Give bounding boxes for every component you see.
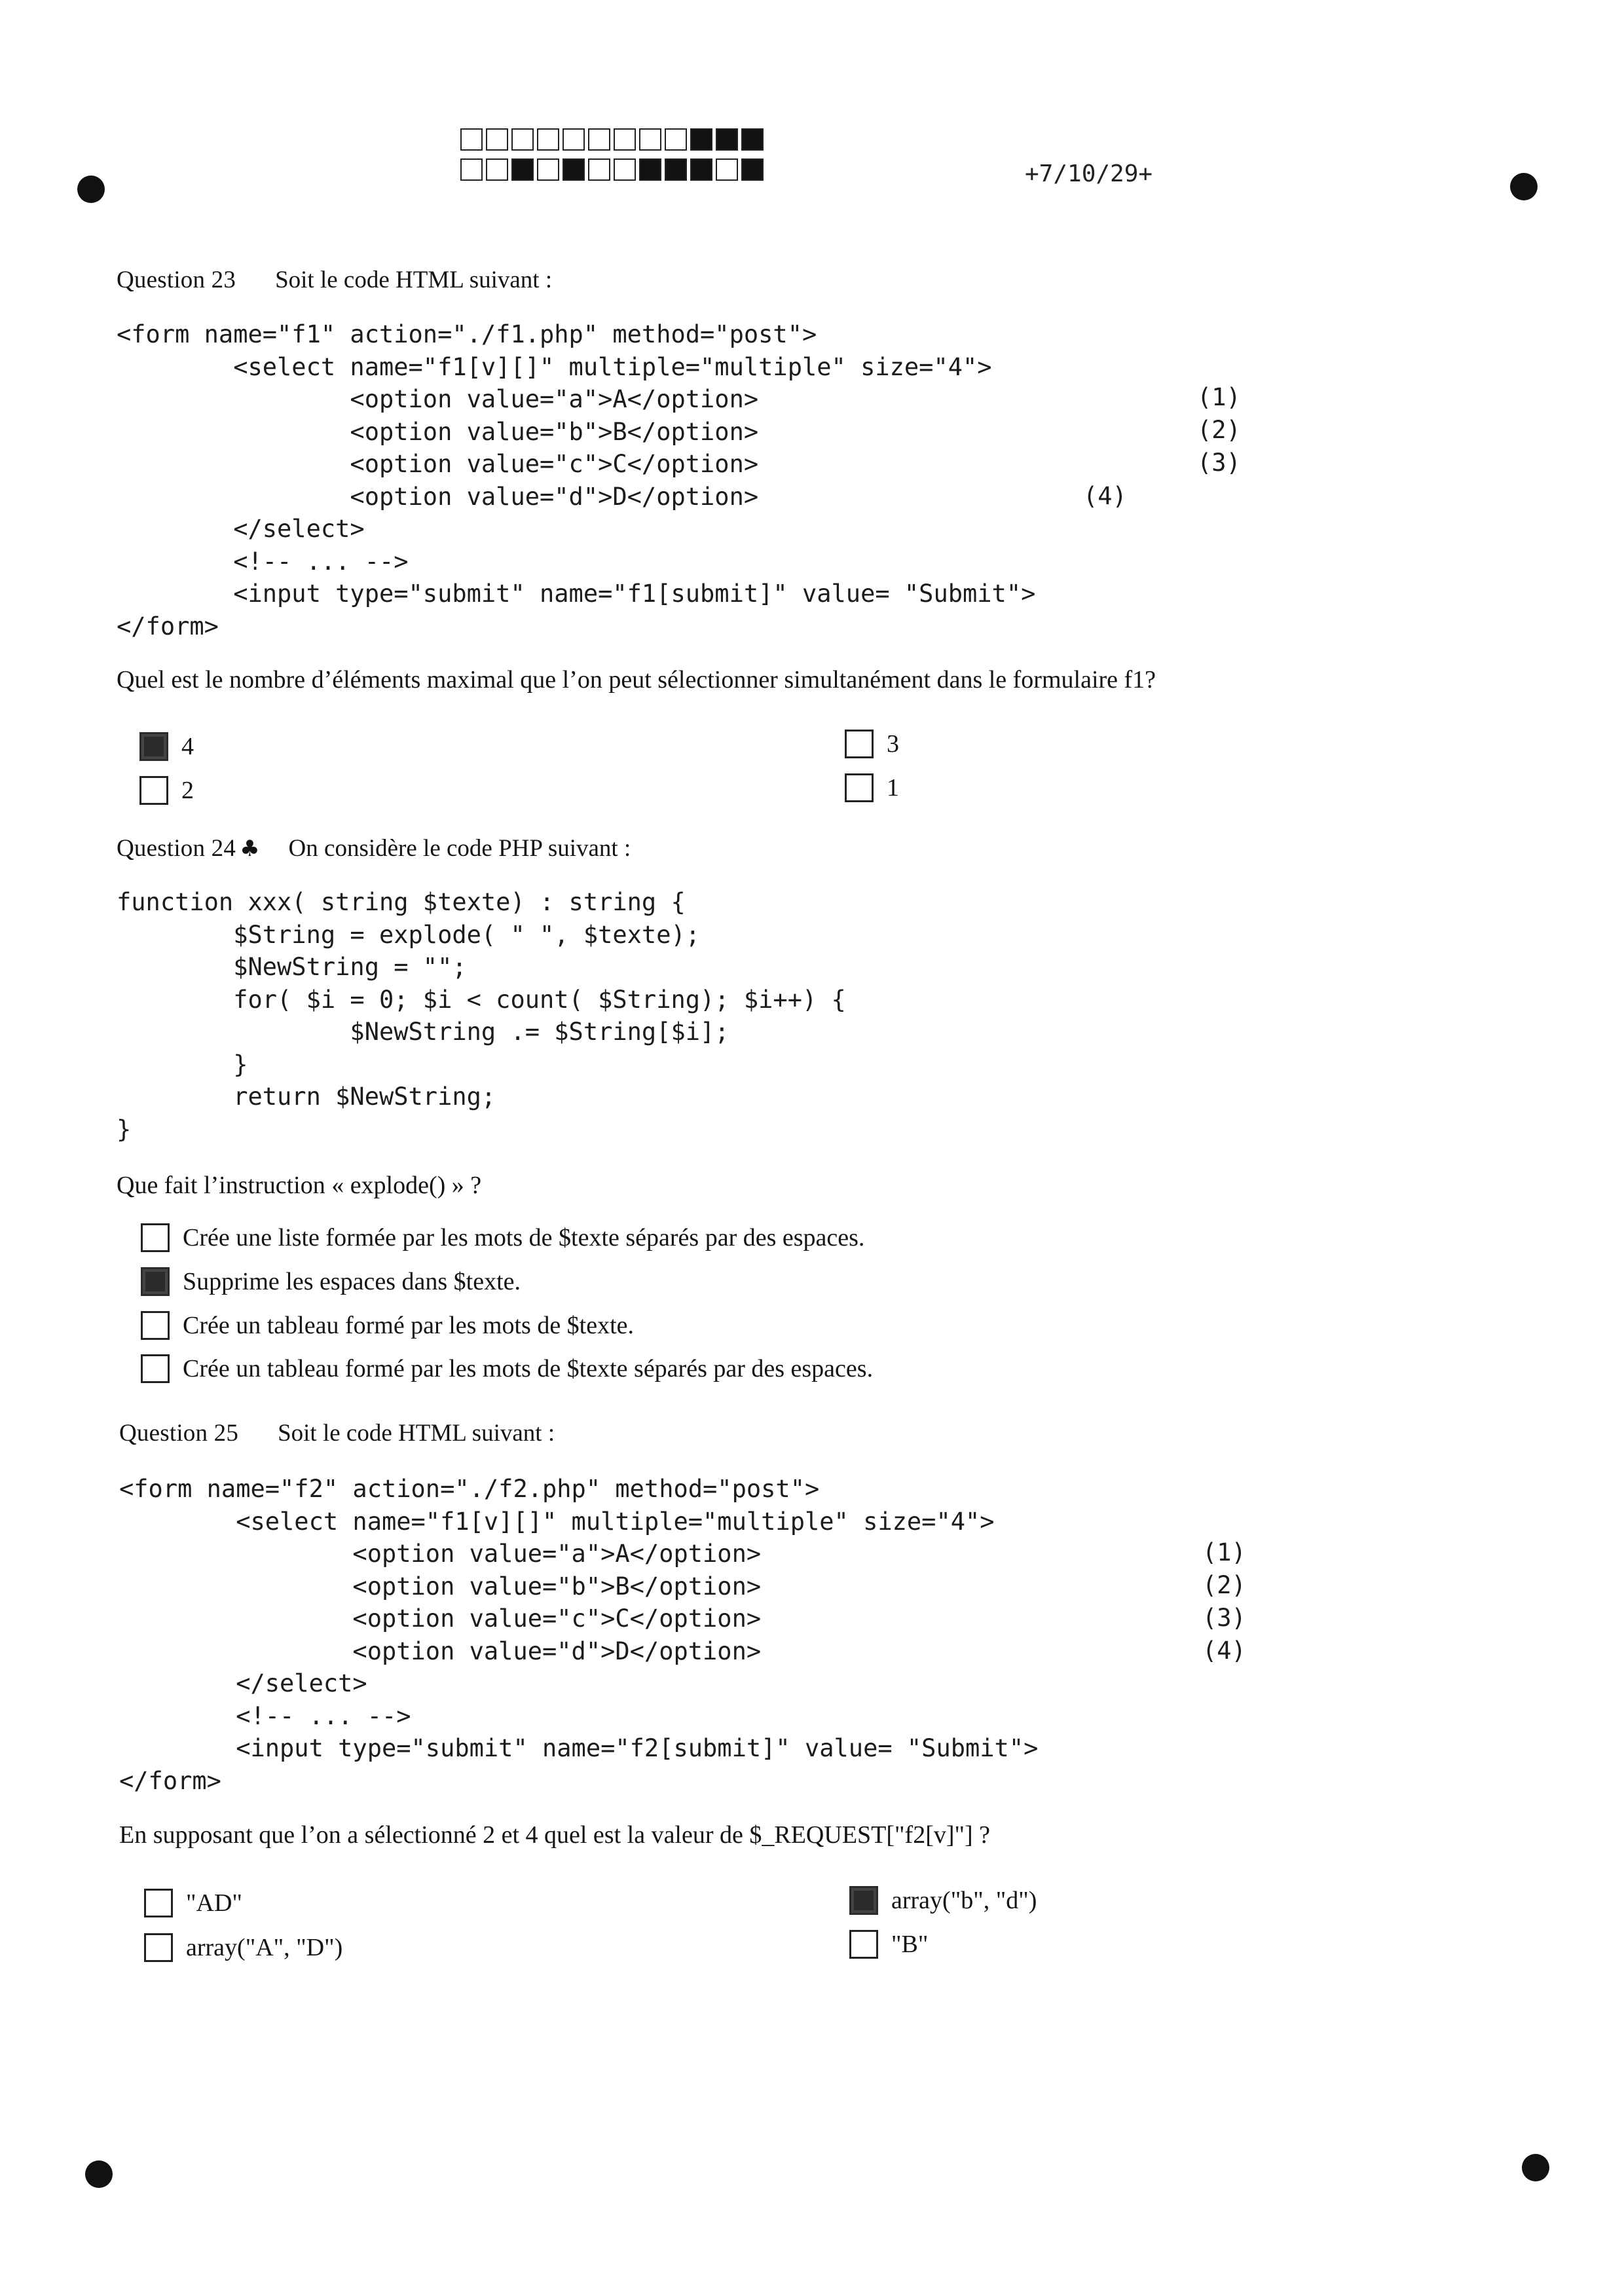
id-cell xyxy=(741,158,764,181)
marker-1: (1) xyxy=(1202,1538,1246,1566)
id-cell xyxy=(639,158,661,181)
answer-25-a[interactable] xyxy=(144,1889,242,1917)
question-23-intro: Soit le code HTML suivant : xyxy=(275,267,553,293)
code-line: return $NewString; xyxy=(117,1083,496,1111)
checkbox[interactable] xyxy=(144,1889,173,1917)
answer-23-c[interactable] xyxy=(845,730,899,758)
id-cell xyxy=(460,128,483,151)
id-cell xyxy=(690,158,712,181)
answer-label: Crée un tableau formé par les mots de $texte séparés par des espaces. xyxy=(183,1355,874,1382)
code-line: <form name="f2" action="./f2.php" method="post"> xyxy=(119,1475,820,1503)
id-cell xyxy=(511,128,534,151)
id-cell xyxy=(690,128,712,151)
id-cell xyxy=(665,158,687,181)
question-23-title xyxy=(117,266,552,294)
answer-label: 1 xyxy=(887,774,899,802)
question-25-code xyxy=(119,1473,1038,1797)
code-line: <option value="b">B</option> xyxy=(117,417,759,446)
answer-23-a[interactable] xyxy=(139,732,194,761)
id-cell xyxy=(588,128,610,151)
code-line: <option value="d">D</option> xyxy=(119,1637,762,1665)
answer-24-d[interactable] xyxy=(141,1354,873,1383)
code-line: <option value="a">A</option> xyxy=(117,385,759,413)
answer-label: 3 xyxy=(887,730,899,758)
checkbox-checked[interactable] xyxy=(849,1886,878,1915)
question-23-code xyxy=(117,318,1035,642)
page-code: +7/10/29+ xyxy=(1025,160,1153,187)
id-cell xyxy=(486,158,508,181)
id-cell xyxy=(741,128,764,151)
checkbox[interactable] xyxy=(144,1933,173,1962)
id-cell xyxy=(537,158,559,181)
id-cell xyxy=(588,158,610,181)
code-line: for( $i = 0; $i < count( $String); $i++) { xyxy=(117,985,846,1014)
code-line: </form> xyxy=(119,1766,221,1795)
id-cell xyxy=(665,128,687,151)
checkbox[interactable] xyxy=(849,1930,878,1959)
corner-mark-top-right xyxy=(1510,173,1538,200)
question-24-title xyxy=(117,834,631,862)
code-line: <!-- ... --> xyxy=(119,1701,411,1730)
code-line: <select name="f1[v][]" multiple="multiple" size="4"> xyxy=(119,1507,995,1536)
marker-1: (1) xyxy=(1197,383,1241,411)
id-cell xyxy=(511,158,534,181)
id-cell xyxy=(537,128,559,151)
code-line: $NewString = ""; xyxy=(117,953,467,981)
marker-4: (4) xyxy=(1083,482,1127,510)
question-24-code xyxy=(117,886,846,1145)
code-line: <!-- ... --> xyxy=(117,547,409,576)
code-line: <input type="submit" name="f1[submit]" value= "Submit"> xyxy=(117,580,1036,608)
question-24-text: Que fait l’instruction « explode() » ? xyxy=(117,1172,482,1199)
marker-2: (2) xyxy=(1202,1571,1246,1599)
answer-24-c[interactable] xyxy=(141,1311,634,1340)
answer-25-d[interactable] xyxy=(849,1930,928,1959)
answer-label: 4 xyxy=(181,733,194,760)
code-line: } xyxy=(117,1050,248,1079)
code-line: </form> xyxy=(117,612,219,640)
id-cell xyxy=(460,158,483,181)
id-cell xyxy=(563,158,585,181)
id-cell xyxy=(614,128,636,151)
id-cell xyxy=(563,128,585,151)
id-cell xyxy=(639,128,661,151)
answer-label: Crée un tableau formé par les mots de $texte. xyxy=(183,1312,635,1339)
question-25-number: Question 25 xyxy=(119,1420,239,1447)
checkbox[interactable] xyxy=(845,773,874,802)
code-line: <option value="b">B</option> xyxy=(119,1572,762,1601)
answer-label: array("b", "d") xyxy=(891,1887,1037,1914)
code-line: <option value="d">D</option> xyxy=(117,482,759,511)
question-24-intro: On considère le code PHP suivant : xyxy=(288,835,631,862)
question-25-intro: Soit le code HTML suivant : xyxy=(278,1420,555,1447)
answer-label: "B" xyxy=(891,1931,929,1958)
answer-24-a[interactable] xyxy=(141,1223,864,1252)
code-line: <option value="a">A</option> xyxy=(119,1540,762,1568)
answer-23-d[interactable] xyxy=(845,773,899,802)
checkbox[interactable] xyxy=(141,1311,170,1340)
answer-23-b[interactable] xyxy=(139,776,194,805)
checkbox[interactable] xyxy=(141,1223,170,1252)
code-line: </select> xyxy=(117,515,365,543)
id-cell xyxy=(716,158,738,181)
id-cell xyxy=(716,128,738,151)
code-line: <option value="c">C</option> xyxy=(119,1604,762,1633)
id-code-row-2 xyxy=(460,158,767,181)
answer-label: array("A", "D") xyxy=(186,1934,343,1961)
code-line: <option value="c">C</option> xyxy=(117,450,759,478)
corner-mark-bottom-left xyxy=(85,2160,113,2188)
corner-mark-top-left xyxy=(77,176,105,203)
marker-4: (4) xyxy=(1202,1637,1246,1665)
checkbox-checked[interactable] xyxy=(141,1267,170,1296)
code-line: $String = explode( " ", $texte); xyxy=(117,920,701,949)
answer-label: 2 xyxy=(181,777,194,804)
checkbox[interactable] xyxy=(139,776,168,805)
question-23-text: Quel est le nombre d’éléments maximal que l’on peut sélectionner simultanément dans le formulaire f1? xyxy=(117,666,1156,694)
code-line: } xyxy=(117,1115,132,1143)
answer-24-b[interactable] xyxy=(141,1267,521,1296)
answer-25-c[interactable] xyxy=(849,1886,1037,1915)
code-line: </select> xyxy=(119,1669,367,1697)
question-25-title xyxy=(119,1419,555,1447)
code-line: <select name="f1[v][]" multiple="multiple" size="4"> xyxy=(117,352,992,381)
question-24-number: Question 24 xyxy=(117,835,236,862)
code-line: <form name="f1" action="./f1.php" method="post"> xyxy=(117,320,817,348)
checkbox[interactable] xyxy=(141,1354,170,1383)
marker-3: (3) xyxy=(1202,1604,1246,1632)
corner-mark-bottom-right xyxy=(1522,2154,1549,2181)
multiple-answer-club-icon: ♣ xyxy=(240,836,260,862)
answer-25-b[interactable] xyxy=(144,1933,342,1962)
answer-label: Supprime les espaces dans $texte. xyxy=(183,1268,521,1295)
marker-2: (2) xyxy=(1197,416,1241,444)
id-cell xyxy=(486,128,508,151)
checkbox[interactable] xyxy=(845,730,874,758)
id-code-row-1 xyxy=(460,128,767,151)
id-cell xyxy=(614,158,636,181)
marker-3: (3) xyxy=(1197,449,1241,477)
answer-label: Crée une liste formée par les mots de $texte séparés par des espaces. xyxy=(183,1224,865,1251)
code-line: <input type="submit" name="f2[submit]" value= "Submit"> xyxy=(119,1734,1039,1762)
code-line: $NewString .= $String[$i]; xyxy=(117,1018,729,1046)
question-25-text: En supposant que l’on a sélectionné 2 et 4 quel est la valeur de $_REQUEST["f2[v]"] ? xyxy=(119,1821,991,1849)
checkbox-checked[interactable] xyxy=(139,732,168,761)
question-23-number: Question 23 xyxy=(117,267,236,293)
answer-label: "AD" xyxy=(186,1889,242,1917)
code-line: function xxx( string $texte) : string { xyxy=(117,888,686,916)
